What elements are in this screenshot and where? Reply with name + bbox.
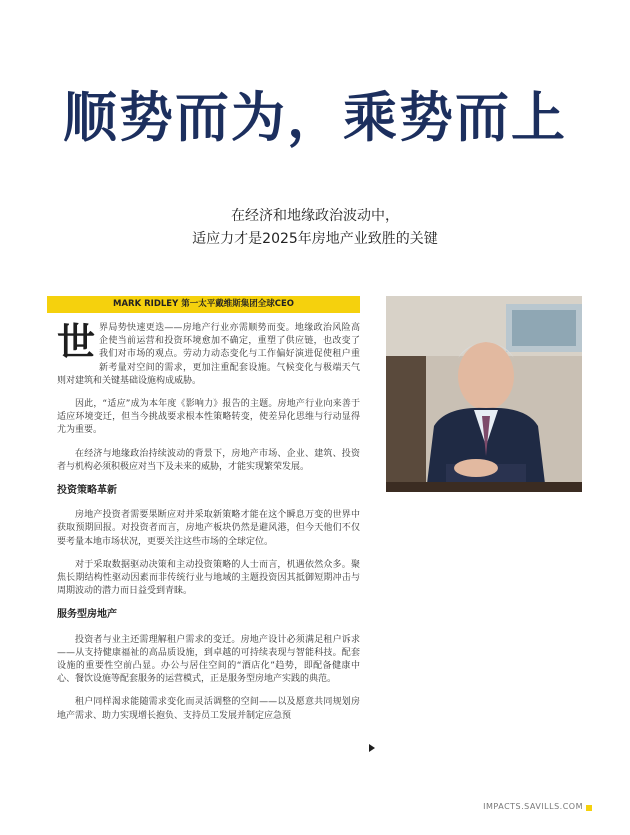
paragraph: 对于采取数据驱动决策和主动投资策略的人士而言，机遇依然众多。聚焦长期结构性驱动因素而非传统行业与地域的主题投资因其抵御短期冲击与周期波动的潜力而日益受到青睐。 — [57, 559, 360, 597]
paragraph: 因此，“适应”成为本年度《影响力》报告的主题。房地产行业向来善于适应环境变迁，但当今挑战要求根本性策略转变，使差异化思维与行动显得尤为重要。 — [57, 399, 360, 436]
paragraph: 投资者与业主还需理解租户需求的变迁。房地产设计必须满足租户诉求——从支持健康福祉的高品质设施，到卓越的可持续表现与智能科技。配套设施的重要性空前凸显。办公与居住空间的“酒店化”趋势，即配备健康中心、餐饮设施等配套服务的运营模式，正是服务型房地产实践的典范。 — [57, 634, 360, 685]
author-portrait — [386, 296, 582, 492]
section-heading-investment: 投资策略革新 — [57, 485, 117, 497]
section-heading-service: 服务型房地产 — [57, 609, 117, 621]
subtitle — [0, 205, 630, 251]
footer-square-icon — [586, 805, 592, 811]
continue-arrow-icon — [369, 744, 375, 752]
drop-cap: 世 — [57, 320, 96, 364]
paragraph: 在经济与地缘政治持续波动的背景下，房地产市场、企业、建筑、投资者与机构必须积极应对当下及未来的威胁，才能实现繁荣发展。 — [57, 448, 360, 472]
intro-paragraph — [57, 322, 360, 388]
subtitle-line-2: 适应力才是2025年房地产业致胜的关键 — [192, 231, 438, 247]
intro-text: 界局势快速更迭——房地产行业亦需顺势而变。地缘政治风险高企使当前运营和投资环境愈加不确定，重塑了供应链，也改变了我们对市场的观点。劳动力动态变化与工作偏好演进促使租户重新考量对空间的需求，更加注重配套设施。气候变化与极端天气则对建筑和关键基础设施构成威胁。 — [57, 323, 360, 386]
subtitle-line-1: 在经济和地缘政治波动中， — [231, 208, 399, 224]
page-title: 顺势而为，乘势而上 — [63, 86, 567, 149]
author-byline: MARK RIDLEY 第一太平戴维斯集团全球CEO — [47, 296, 360, 313]
article-body — [57, 322, 360, 733]
footer-url: IMPACTS.SAVILLS.COM — [483, 802, 583, 811]
paragraph: 房地产投资者需要果断应对并采取新策略才能在这个瞬息万变的世界中获取预期回报。对投资者而言，房地产板块仍然是避风港，但今天他们不仅要考量本地市场状况，更要关注这些市场的全球定位。 — [57, 510, 360, 547]
portrait-illustration — [386, 296, 582, 492]
paragraph: 租户同样渴求能随需求变化而灵活调整的空间——以及愿意共同规划房地产需求、助力实现增长抱负、支持员工发展并制定应急预 — [57, 697, 360, 721]
